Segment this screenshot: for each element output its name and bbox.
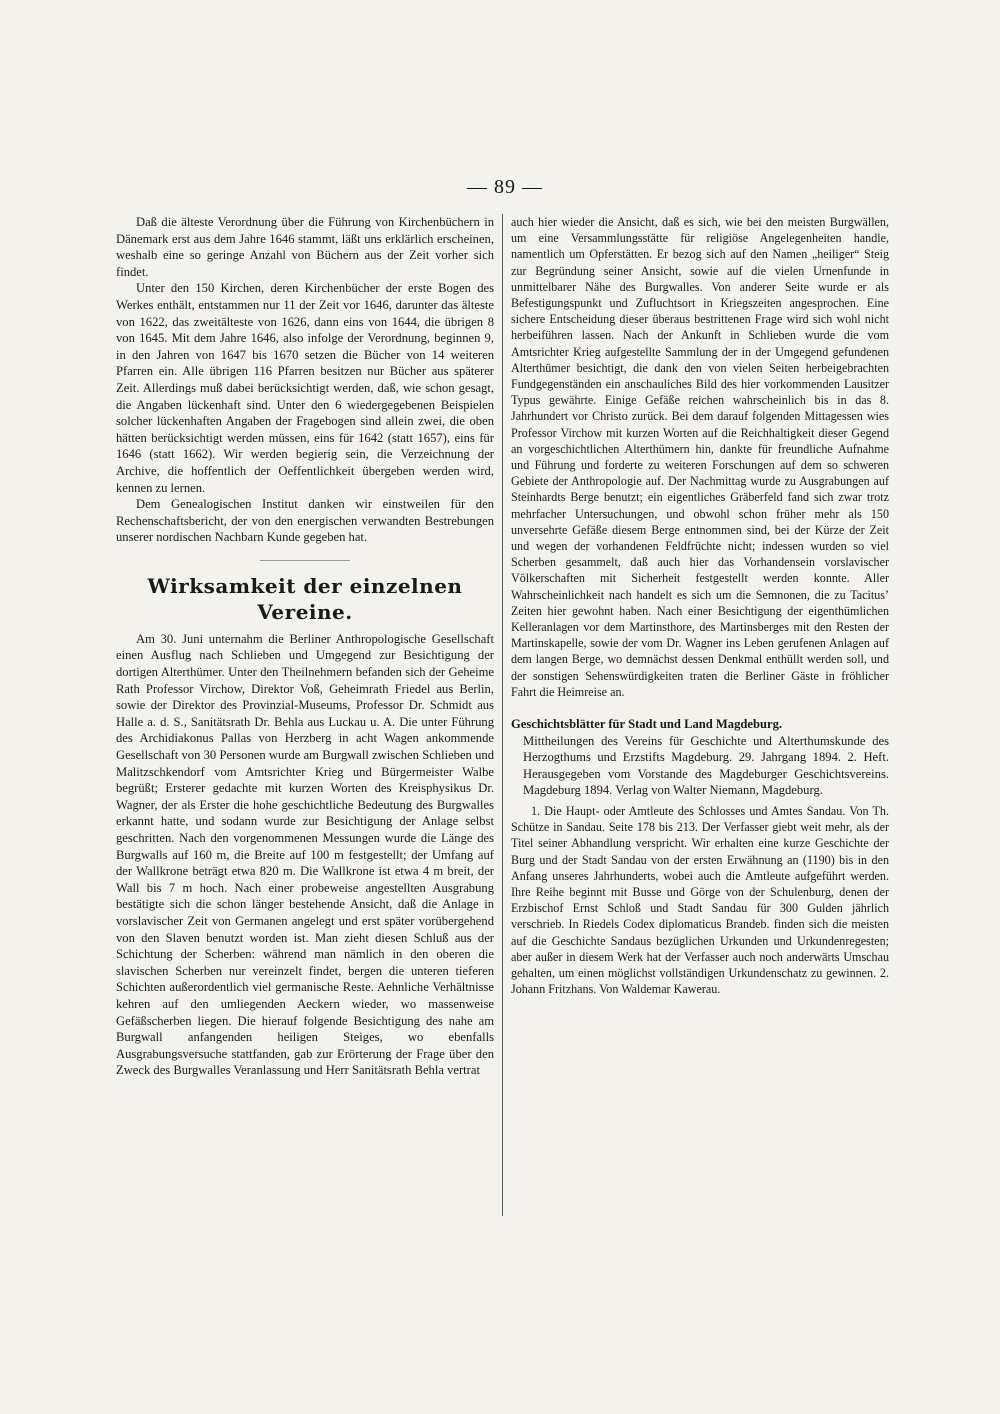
review-bibliographic-info: Mittheilungen des Vereins für Geschichte und Alterthumskunde des Herzogthums und Erzstifts Magdeburg. 29. Jahrgang 1894. 2. Heft. Herausgegeben vom Vorstande des Magdeburger Geschichtsvereins. Magdeburg 1894. Verlag von Walter Niemann, Magdeburg. bbox=[523, 733, 889, 798]
left-column bbox=[116, 214, 494, 1079]
paragraph: 1. Die Haupt- oder Amtleute des Schlosses und Amtes Sandau. Von Th. Schütze in Sandau. Seite 178 bis 213. Der Verfasser giebt weit mehr, als der Titel seiner Abhandlung verspricht. Wir erhalten eine kurze Geschichte der Burg und der Stadt Sandau von der ersten Erwähnung an (1190) bis in den Anfang unseres Jahrhunderts, wobei auch die Amtleute aufgeführt werden. Ihre Reihe beginnt mit Busse und Görge von der Schulenburg, denen der Erzbischof Ernst Schloß und Stadt Sandau für 300 Gulden jährlich verschrieb. In Riedels Codex diplomaticus Brandeb. finden sich die meisten auf die Geschichte Sandaus bezüglichen Urkunden und Urkundenregesten; aber außer in diesem Werk hat der Verfasser auch noch anderwärts Umschau gehalten, um einen möglichst vollständigen Urkundenschatz zu gewinnen. 2. Johann Fritzhans. Von Waldemar Kawerau. bbox=[511, 804, 889, 997]
paragraph: Am 30. Juni unternahm die Berliner Anthropologische Gesellschaft einen Ausflug nach Schlieben und Umgegend zur Besichtigung der dortigen Alterthümer. Unter den Theilnehmern befanden sich der Geheime Rath Professor Virchow, Direktor Voß, Geheimrath Friedel aus Berlin, sowie der Direktor des Provinzial-Museums, Professor Dr. Schmidt aus Halle a. d. S., Sanitätsrath Dr. Behla aus Luckau u. A. Die unter Führung des Archidiakonus Pallas von Herzberg in acht Wagen ankommende Gesellschaft von 30 Personen wurde am Burgwall zwischen Schlieben und Malitzschkendorf vom Amtsrichter Krieg und Bürgermeister Walbe begrüßt; Ersterer gedachte mit kurzen Worten des Kreisphysikus Dr. Wagner, der als Erster die hohe geschichtliche Bedeutung des Burgwalles erkannt hatte, und sodann wurde zur Besichtigung der Anlage selbst geschritten. Nach den vorgenommenen Messungen wurde die Länge des Burgwalls auf 160 m, die Breite auf 100 m festgestellt; der Umfang auf der Wallkrone beträgt etwa 820 m. Die Wallkrone ist etwa 4 m breit, der Wall bis 7 m hoch. Nach einer probeweise angestellten Ausgrabung bestätigte sich die schon länger bestehende Ansicht, daß die Anlage in vorslavischer Zeit von Germanen angelegt und erst später vorübergehend von den Slaven benutzt worden ist. Man zieht diesen Schluß aus der Schichtung der Scherben: während man nämlich in den oberen die slavischen Scherben nur vereinzelt findet, bergen die unteren tieferen Schichten außerordentlich viel germanische Reste. Aehnliche Verhältnisse kehren auf den umliegenden Aeckern wieder, wo massenweise Gefäßscherben liegen. Die hierauf folgende Besichtigung des nahe am Burgwall anfangenden heiligen Steiges, wo ebenfalls Ausgrabungsversuche stattfanden, gab zur Erörterung der Frage über den Zweck des Burgwalles Veranlassung und Herr Sanitätsrath Behla vertrat bbox=[116, 631, 494, 1078]
page-number: — 89 — bbox=[467, 176, 543, 198]
separator-rule bbox=[260, 560, 350, 561]
paragraph: Daß die älteste Verordnung über die Führung von Kirchenbüchern in Dänemark erst aus dem Jahre 1646 stammt, läßt uns erklärlich erscheinen, weshalb eine so geringe Anzahl von Büchern aus der Zeit vorher sich findet. bbox=[116, 215, 494, 279]
paragraph: Dem Genealogischen Institut danken wir einstweilen für den Rechenschaftsbericht, der von den energischen verwandten Bestrebungen unserer nordischen Nachbarn Kunde gegeben hat. bbox=[116, 497, 494, 545]
right-column bbox=[511, 214, 889, 998]
section-heading: Wirksamkeit der einzelnen Vereine. bbox=[147, 573, 463, 624]
column-divider bbox=[502, 214, 503, 1216]
paragraph: Unter den 150 Kirchen, deren Kirchenbücher der erste Bogen des Werkes enthält, entstammen nur 11 der Zeit vor 1646, darunter das älteste von 1622, das zweitälteste von 1626, dann eins von 1644, die übrigen 8 von 1645. Mit dem Jahre 1646, also infolge der Verordnung, beginnen 9, in den Jahren von 1647 bis 1670 setzen die Bücher von 14 weiteren Pfarren ein. Alle übrigen 116 Pfarren besitzen nur Bücher aus späterer Zeit. Allerdings muß dabei berücksichtigt werden, daß, wie schon gesagt, die Angaben lückenhaft sind. Unter den 6 wiedergegebenen Beispielen solcher lückenhaften Angaben der Fragebogen sind allein zwei, die oben hätten berücksichtigt werden müssen, eins für 1642 (statt 1657), eins für 1646 (statt 1662). Wir werden begierig sein, die Verzeichnung der Archive, die hoffentlich der Oeffentlichkeit übergeben werden wird, kennen zu lernen. bbox=[116, 281, 494, 495]
paragraph: auch hier wieder die Ansicht, daß es sich, wie bei den meisten Burgwällen, um eine Versammlungsstätte für religiöse Angelegenheiten handle, namentlich um Opferstätten. Er bezog sich auf den Namen „heiliger“ Steig zur Begründung seiner Ansicht, sowie auf die vielen Urnenfunde in unmittelbarer Nähe des Burgwalles. Von anderer Seite wurde er als Befestigungspunkt und Zufluchtsort in Kriegszeiten angesprochen. Eine sichere Entscheidung dieser überaus bestrittenen Frage wird sich wohl nicht herbeiführen lassen. Nach der Ankunft in Schlieben wurde die vom Amtsrichter Krieg aufgestellte Sammlung der in der Umgegend gefundenen Alterthümer besichtigt, die dank den von vielen Seiten herbeigebrachten Fundgegenständen ein anschauliches Bild des hier vorkommenden Lausitzer Typus gewährte. Einige Gefäße reichen wahrscheinlich bis in das 8. Jahrhundert vor Christo zurück. Bei dem darauf folgenden Mittagessen wies Professor Virchow mit kurzen Worten auf die Reichhaltigkeit dieser Gegend an vorgeschichtlichen Alterthümern hin, dankte für freundliche Aufnahme und Führung und forderte zu weiteren Forschungen auf dem so schweren Gebiete der Anthropologie auf. Der Nachmittag wurde zu Ausgrabungen auf Steinhardts Berge benutzt; ein eigentliches Gräberfeld fand sich zwar trotz mehrfacher Untersuchungen, und obwohl schon früher mehr als 150 unversehrte Gefäße diesem Berge entnommen sind, bei der Kürze der Zeit und wegen der vorhandenen Feldfrüchte nicht; indessen wurden so viel Scherben gesammelt, daß auch hier das Vorhandensein vorslavischer Völkerschaften mit Sicherheit festgestellt werden konnte. Aller Wahrscheinlichkeit nach handelt es sich um die Semnonen, die zu Tacitus’ Zeiten hier gewohnt haben. Nach einer Besichtigung der eigenthümlichen Kelleranlagen vor dem Martinsthore, des Martinsberges mit den Resten der Martinskapelle, sowie der vom Dr. Wagner ins Leben gerufenen Anlagen auf dem langen Berge, wo demnächst dessen Denkmal enthüllt werden soll, und der sonstigen Sehenswürdigkeiten traten die Berliner Gäste in fröhlicher Fahrt die Heimreise an. bbox=[511, 215, 889, 699]
review-title: Geschichtsblätter für Stadt und Land Magdeburg. bbox=[511, 717, 783, 732]
